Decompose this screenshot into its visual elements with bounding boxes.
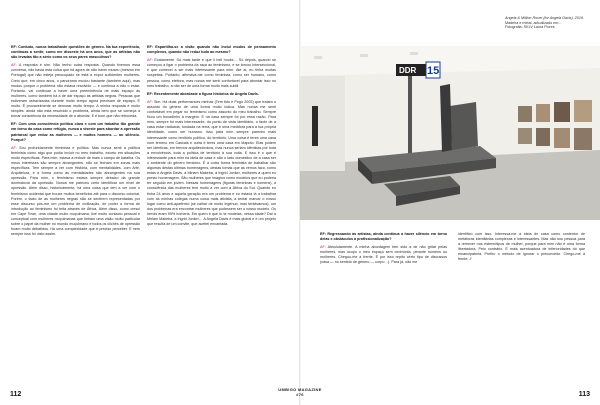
answer-speaker: AF: xyxy=(11,63,17,68)
ceiling-light xyxy=(314,56,322,59)
sign-text: DDR xyxy=(399,66,417,75)
answer-speaker: AF: xyxy=(320,245,326,250)
interview-answer xyxy=(458,232,585,263)
answer-text: Exatamente. Só mais tarde é que li bell hooks… Só depois, quando se começou a ligar o problema da raça ao feminismo, e se tornou interseccional, é que comecei a ser mais interessante para mim. Até aí, eu tinha muitas suspeitas. Portanto, afirmava-me como feminista, como ser humano, como pessoa, como eleitora, mas nunca me senti confortável para abordar isso no meu trabalho, a não ser de uma forma muito mais subtil. xyxy=(147,58,276,88)
answer-speaker: AF: xyxy=(147,99,153,104)
text-column-3 xyxy=(320,232,447,392)
interview-question: EF: Regressando às artistas, ainda continua a haver silêncio em torno delas e obstáculos à profissionalização? xyxy=(320,232,447,242)
doorway xyxy=(312,106,318,146)
sign-number: 15 xyxy=(427,65,440,77)
interview-answer xyxy=(147,100,276,227)
sculpture-pole xyxy=(408,66,412,156)
ceiling-light xyxy=(410,52,418,55)
left-wall xyxy=(300,76,345,171)
framed-artwork xyxy=(574,100,592,122)
framed-artwork xyxy=(536,128,550,146)
interview-answer xyxy=(11,63,140,119)
framed-artwork xyxy=(574,128,592,150)
framed-artwork xyxy=(518,106,532,122)
ceiling-light xyxy=(360,54,368,57)
answer-speaker: AF: xyxy=(147,58,153,63)
text-column-2 xyxy=(147,45,276,390)
interview-question: EF: Espartilha-se a visão quando não inclui modos de pensamento complexos, quando não reduz tudo ao mesmo? xyxy=(147,45,276,55)
answer-speaker: AF: xyxy=(11,145,17,150)
interview-answer xyxy=(11,146,140,238)
magazine-title: UMBIGO MAGAZINE #76 xyxy=(278,387,322,397)
answer-text: Sou profundamente feminista e política. Mas nunca senti a política feminista como algo que podia incluir no meu trabalho, exceto em situações muito específicas. Para mim, estava a reduzir de mais o campo de batalha. Os meus interesses são sempre abrangentes, não se fecham em zonas mais específicas. Tem sempre a ver com História, com mentalidades, com Arte, Arquitetura, e a forma como as mentalidades são abrangentes na sua opressão. Para mim, o feminismo estava sempre debaixo da grande dominância da opressão. Nunca me pareceu certo identificar um nível de opressão. Além disso, historicamente, há uma coisa que tem a ver com o feminismo ocidental que trouxe muitos benefícios até para o discurso colonial. Porém, o facto de as mulheres negras não se sentirem representadas por esse discurso pós-me um problema de civilização, de poder a forma de introdução ao feminismo foi feita através de África. Além disso, como cresci em Cape Town, uma cidade muito muçulmana, tive muito contacto pessoal e conceptual com mulheres muçulmanas que tinham uma visão muito particular sobre o papel da mulher no mundo muçulmano e todos os clichés de opressão foram muito debatidos. Há uma complexidade que é preciso perceber. E nem sempre isso foi visto assim. xyxy=(11,145,140,237)
interview-question: EF: Contudo, nunca trabalhaste questões de género. Na tua experiência, continuas a sentir, como me disseste há uns anos, que as artistas não são levadas tão a sério como os seus pares masculinos? xyxy=(11,45,140,60)
framed-artwork xyxy=(536,104,550,122)
photo-caption xyxy=(505,16,590,30)
framed-artwork xyxy=(518,128,532,144)
page-number-right: 113 xyxy=(578,391,590,398)
interview-question: EF: Com uma consciência política clara e com um trabalho tão grande em torno da casa como refúgio, nunca a viseste para abordar a opressão patriarcal que reduz as mulheres — e muitos homens — ao silêncio. Porquê? xyxy=(11,122,140,142)
answer-text: Absolutamente. A minha abordagem tem sido a de não gritar pelas mulheres, mas ocupo o meu espaço sem cerimónia, perante homens ou mulheres. Chegou-me a frente. É por isso repito certo tipo de discussos (casa — no sentido de género — corpo…). Para já, não me xyxy=(320,245,447,265)
caption-line: Madeira e metal, actualizado em... xyxy=(505,20,562,25)
framed-artwork xyxy=(554,102,570,122)
sculpture-column xyxy=(440,84,452,152)
answer-text: identifico com isso. Interessa-me a ideia de casa como contentor de metáforas identitárias complexas e interessantes. Mas não sou pessoa para a remexer nos estereótipos de mulher, porque para mim não é uma forma libertadora. Pelo contrário. É mais acentuadora de inferioridades do que emancipatória. Prefiro o método de ignorar o preconceito. Chego-me à frente. // xyxy=(458,232,585,262)
interview-question: EF: Recentemente abordaste a figura histórica de Angela Davis. xyxy=(147,91,259,96)
answer-text: A resposta é sim. Não tenho outra resposta. Quando tivemos essa conversa, não havia esta coisa que há agora de não haver museu (mesmo em Portugal) que não esteja preocupado se está a expor suficientes mulheres. Creio que, em cinco anos, o panorama mudou bastante (também aqui), mas mudou porque o problema não estava resolvido — e continua a não o estar. Portanto, vai continuar a haver uma preeminência de mais espaço às mulheres, como também há a de dar espaço às artistas negras. Pessoas que estiveram ostracizadas durante muito tempo agora precisam de espaço. É muito. É provavelmente se demorar muito tempo. A minha resposta é muito simples: ainda não está resolvido o problema, ainda bem que se começa a tornar consciência da necessidade de a abordar. E é bom que não retroceda. xyxy=(11,63,140,119)
text-column-1 xyxy=(11,45,140,390)
exhibition-photo xyxy=(300,46,600,220)
caption-line: Fotografia: SKLV Laura Flores xyxy=(505,25,555,30)
caption-line: Angela & Million Rover (for Angela Davis), 2016. xyxy=(505,16,584,20)
gallery-installation-image xyxy=(300,46,600,220)
sculpture-seat-back xyxy=(450,102,478,150)
page-number-left: 112 xyxy=(10,391,22,398)
interview-answer xyxy=(320,245,447,265)
text-column-4 xyxy=(458,232,585,392)
framed-artwork xyxy=(554,128,570,148)
interview-answer xyxy=(147,58,276,89)
answer-text: Sim. Há duas performances minhas (Tem tido e Pego 2003) que tratam o assunto do género de uma forma muito lúdica. Mas nunca me senti confortável em pegar no feminismo como assunto do meu trabalho. Sempre ficou um bocadinho à margem. E na casa sempre foi por essa razão. Para mim, sempre foi mais interessante, do ponto de vista identitário, o facto de a casa estar radicada, fundada na terra, que é uma metáfora para a tua própria identidade, como ser humano. Isso para mim sempre pareceu mais interessante como território político, do território. Uma coisa é teres uma casa num terreno em Cascais e outra é teres uma casa em Maputo. Elas podem ser idênticas, em termos arquitectónicos, mas nunca seriam idênticas por toda a envolvência, toda a política de território à sua volta. E isso é o que é interessante para mim na ideia de casa e não o lado doméstico de a casa ser o ambiente do género feminino. É a outra forma feminista de trabalhar são algumas destas últimas homenagens, destas tomas que as vemos fazo, como estas à Angela Davis, à Miriam Makeba, à Ingrid Jonker, mulheres a quem eu presto homenagem. São mulheres que imagino como modelos que eu poderia ter seguido em jovem. Nessas homenagens (figuras femininas e homens), a consciência das mulheres tem muito a ver com a África do Sul. Quando eu tinha 24 anos e aquela geração era um problema e eu estava lá a trabalhar com as minhas colegas numa coisa mais ativista, a tentar marcar o nosso lugar como anti-apartheid (se calhar de modo ingénuo, mas tentávamos), um dos problemas era encontrar mulheres que pudessem ser o nosso modelo. Os heróis eram 99% homens. Em quem é que tu te modelas, nessa idade? Daí a Miriam Makeba, a Ingrid Jonker… A Angela Davis é mais global e é um projeto que resulta de um convite, que aceitei encantada. xyxy=(147,99,276,227)
